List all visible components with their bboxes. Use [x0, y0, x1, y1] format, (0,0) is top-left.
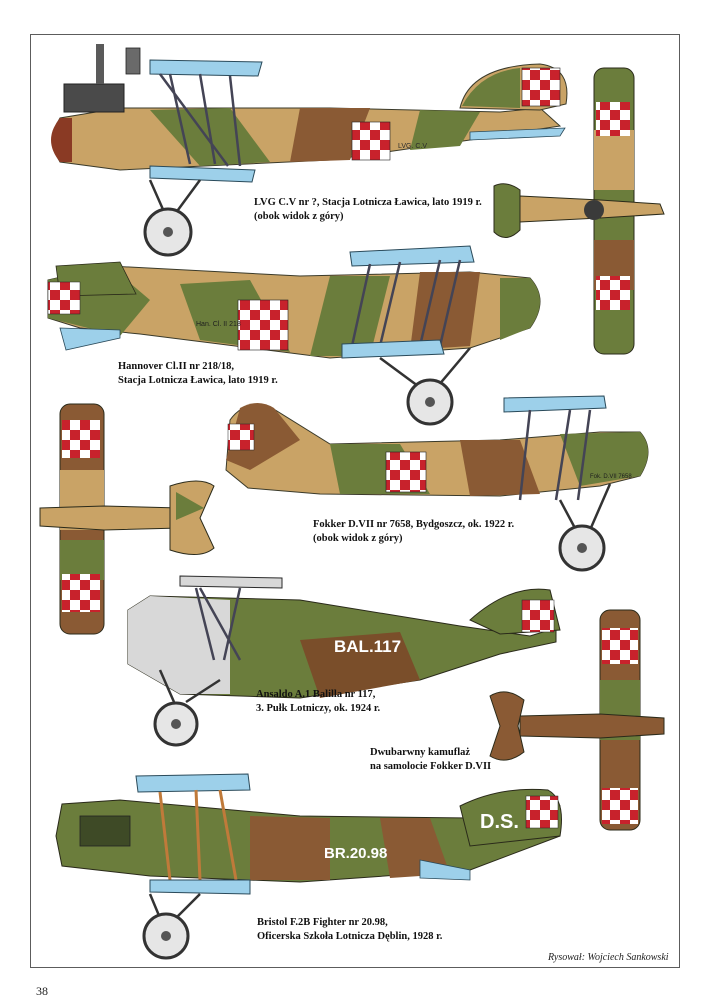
- caption-ansaldo-line2: 3. Pułk Lotniczy, ok. 1924 r.: [256, 703, 381, 714]
- caption-camouflage-line1: Dwubarwny kamuflaż: [370, 747, 471, 758]
- caption-fokker: [313, 518, 514, 546]
- caption-lvg-line1: LVG C.V nr ?, Stacja Lotnicza Ławica, lato 1919 r.: [254, 197, 482, 208]
- fokker-code-marking: Fok. D.VII 7658: [590, 474, 632, 480]
- caption-fokker-line1: Fokker D.VII nr 7658, Bydgoszcz, ok. 1922 r.: [313, 519, 515, 530]
- caption-lvg-line2: (obok widok z góry): [254, 211, 344, 222]
- caption-bristol-line1: Bristol F.2B Fighter nr 20.98,: [257, 917, 388, 928]
- lvg-code-marking: LVG. C.V: [398, 143, 428, 150]
- caption-hannover-line2: Stacja Lotnicza Ławica, lato 1919 r.: [118, 375, 278, 386]
- caption-camouflage: [370, 746, 491, 774]
- caption-hannover-line1: Hannover Cl.II nr 218/18,: [118, 361, 235, 372]
- ansaldo-balilla-side-view: [128, 576, 560, 745]
- page-number: 38: [36, 984, 48, 998]
- caption-lvg: [254, 196, 482, 224]
- illustrator-credit: Rysował: Wojciech Sankowski: [548, 952, 669, 963]
- caption-bristol: [257, 916, 442, 944]
- hannover-code-marking: Han. Cl. II 218: [196, 321, 241, 328]
- caption-fokker-line2: (obok widok z góry): [313, 533, 403, 544]
- caption-bristol-line2: Oficerska Szkoła Lotnicza Dęblin, 1928 r.: [257, 931, 443, 942]
- hannover-clii-side-view: [48, 246, 540, 424]
- bristol-code-marking: BR.20.98: [324, 845, 388, 862]
- caption-ansaldo: [256, 688, 380, 716]
- caption-ansaldo-line1: Ansaldo A.1 Balilla nr 117,: [256, 689, 376, 700]
- caption-hannover: [118, 360, 278, 388]
- caption-camouflage-line2: na samolocie Fokker D.VII: [370, 761, 492, 772]
- bristol-tail-marking: D.S.: [480, 811, 519, 833]
- ansaldo-code-marking: BAL.117: [334, 637, 402, 656]
